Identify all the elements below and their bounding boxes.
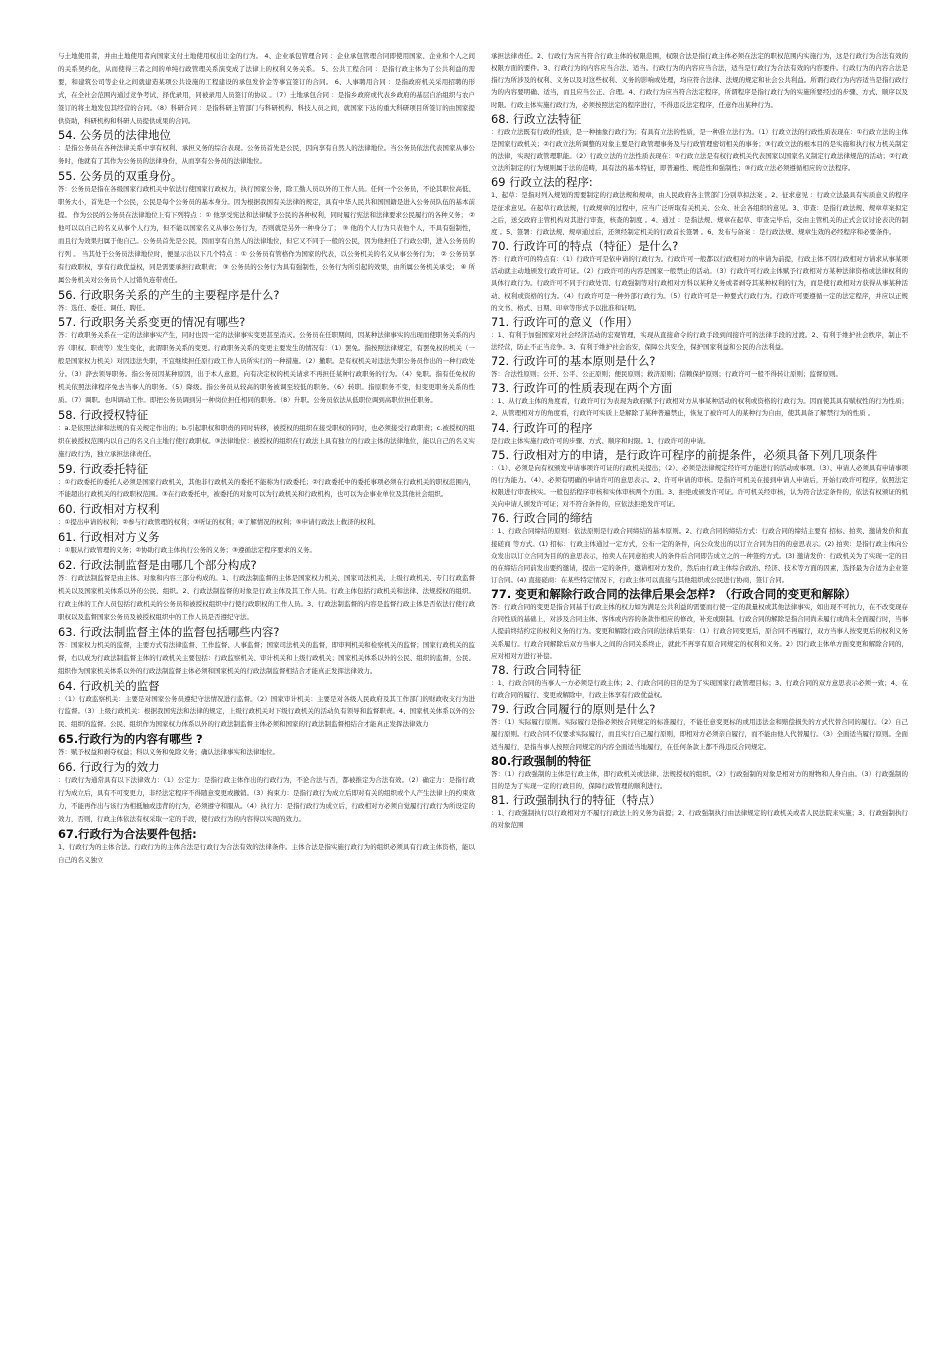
question-heading: 59. 行政委托特征 [58,461,149,476]
question-heading: 71. 行政许可的意义（作用） [491,314,639,329]
answer-text: 与土地使用者，并由土地使用者向国家支付土地使用权出让金的行为。 4、企业承包管理合同 ：企业承包管理合同即使用国家、企业和个人之间的关系契约化，从而使得三者之间的单纯行政管理关系演变成了法律上的权利义务关系。 5、公共工程合同 ：是指行政主体为了公共利益的需要，和建筑公司等企业之间就建造某项公共设施的工程建设的承包发价金等事宜签订的合同。 6、人事聘用合同 ：是指政府机关采用招聘的形式，在全社会范围内通过竞争考试，择优录用，同被录用人员签订的协议 。（7）土地承包合同 ：是指乡政府或代表乡政府的基层自治组织与农户签订的将土地发包其经营的合同。（8）科研合同 ：是指科研主管部门与科研机构、科技人员之间，就国家下达的重大科研项目所签订的由国家提供资助，科研机构和科研人员提供成果的合同。 [58,52,475,125]
question-heading: 61. 行政相对方义务 [58,530,160,545]
question-heading: 65.行政行为的内容有哪些 ? [58,732,203,747]
answer-text: ：1、从行政主体的角度看，行政许可行为表现为政府赋予行政相对方从事某种活动的权利或资格的行政行为。因而使其具有赋权性的行为性质；2、从管理相对方的角度看，行政许可实质上是解除了某种普遍禁止，恢复了被许可人的某种行为自由，使其具备了解禁行为的性质 。 [491,397,908,418]
question-block [58,679,475,732]
answer-text: 承担法律责任。2、行政行为应当符合行政主体的权限范围，权限合法是指行政主体必须在法定的职权范围内实施行为，这是行政行为合法有效的权限方面的要件。3、行政行为的内容应当合法、适当。行政行为的内容应当合法，适当是行政行为合法有效的内容要件。行政行为的内容合法是指行为所涉及的权利、义务以及对这些权利、义务的影响或处理，均应符合法律、法规的规定和社会公共利益。所谓行政行为内容适当是指行政行为的内容要明确、适当，而且应当公正、合理。4、行政行为应当符合法定程序，所谓程序是指行政行为的实施所要经过的步骤、方式、顺序以及时限。行政主体实施行政行为，必须按照法定的程序进行，不得违反法定程序，任意作出某种行为。 [491,52,908,109]
answer-text: 答：公务员是指在各级国家行政机关中依法行使国家行政权力，执行国家公务，除工勤人员以外的工作人员。任何一个公务员，不论其职位高低、职务大小，首先是一个公民，公民是每个公务员的基本身分。因为根据我国有关法律的规定，具有中华人民共和国国籍是进入公务员队伍的基本前提。 作为公民的公务员在法律地位上有下列特点 ：① 他享受宪法和法律赋予公民的各种权利，同时履行宪法和法律要求公民履行的各种义务； ② 他可以以自己的名义从事个人行为，但不能以国家名义从事公务行为，否则就是另外一种身分了； ③ 他的个人行为只表他个人，不具有强制性，而且行为效果归属于他自己。公务员首先是公民，因而享有自然人的法律地位，但它又不同于一般的公民，因为他担任了行政公职，进入公务员的行列 。 当其处于公务员法律地位时，便显示出以下几个特点 ：① 公务员有管格作为国家的代表，以公务机关的名义从事公务行为； ② 公务员享有行政职权，享有行政优益权，同是需要承担行政职责； ③ 公务员的公务行为具有强制性，公务行为所引起的效果，由所属公务机关承受； ④ 所属公务机关对公务员个人过错负连带责任。 [58,185,475,284]
left-column [58,50,475,1322]
question-heading: 67.行政行为合法要件包括: [58,826,197,841]
document-page [58,50,908,1322]
question-block [491,315,908,353]
answer-text: 是行政主体实施行政许可的步骤、方式、顺序和时限。1、行政许可的申请。 [491,436,710,445]
answer-text: 1、行政行为的主体合法。行政行为的主体合法是行政行为合法有效的法律条件。主体合法是指实施行政行为的组织必须具有行政主体资格，能以自己的名义独立 [58,842,475,864]
question-block [58,625,475,678]
question-heading: 56. 行政职务关系的产生的主要程序是什么? [58,287,280,302]
question-block [58,288,475,315]
answer-text: ：①行政委托的委托人必须是国家行政机关，其他非行政机关的委托不能称为行政委托；②行政委托中的委托事项必须在行政机关的职权范围内，不能超出行政机关的行政职权范围。③在行政委托中，被委托的对象可以为行政机关和行政机构，也可以为企事业单位及其他社会组织。 [58,477,475,499]
answer-text: ：1、行政合同的当事人一方必须是行政主体；2、行政合同的目的是为了实现国家行政管理目标；3、行政合同的双方意思表示必须一致；4、在行政合同的履行、变更或解除中，行政主体享有行政优益权。 [491,678,908,700]
question-block [491,587,908,662]
question-heading: 69 行政立法的程序: [491,175,593,190]
answer-text: ：（1）、必须是向有权颁发申请事项许可证的行政机关提出；（2）、必须是法律规定经许可方能进行的活动或事项。（3）、申请人必须具有申请事项的行为能力。（4）、必须有明确的申请许可的意思表示。2、许可申请的审核。是指许可机关在接到申请人申请后，开始行政许可程序，依照法定权限进行审查核实。一般包括程序审核和实体审核两个方面。3、拒绝或颁发许可证。许可机关经审核，认为符合法定条件的，依法有权颁证的机关向申请人颁发许可证；对不符合条件的，应依法拒绝发许可证。 [491,463,908,509]
question-heading: 70. 行政许可的特点（特征）是什么? [491,239,679,254]
question-block [491,381,908,419]
answer-text: ：1、行政强制执行以行政相对方不履行行政法上的义务为前提；2、行政强制执行由法律规定的行政机关或者人民法院来实施；3、行政强制执行的对象范围 [491,809,908,830]
question-block [491,793,908,831]
question-block [58,462,475,502]
question-heading: 68. 行政立法特征 [491,111,582,126]
question-block [491,421,908,447]
question-heading: 79. 行政合同履行的原则是什么? [491,702,656,717]
question-block [491,511,908,586]
question-block [58,408,475,461]
question-block [58,558,475,624]
question-block [58,530,475,557]
answer-text: 答：行政许可的特点有：（1）行政许可是依申请的行政行为。行政许可一般都以行政相对方的申请为前提，行政主体不因行政相对方请求从事某项活动就主动地颁发行政许可证。（2）行政许可的内容是国家一般禁止的活动。（3）行政许可行政主体赋予行政相对方某种法律资格或法律权利的具体行政行为。行政许可不同于行政处罚、行政强制等对行政相对方科以某种义务或者剥夺其某种权利的行为，而是使行政相对方获得从事某种活动、权利或资格的行为。（4）行政许可是一种外部行政行为。（5）行政许可是一种要式行政行为。行政许可要遵循一定的法定程序，并应以正规的文书、格式、日期、印章等形式予以批准和证明。 [491,255,908,312]
answer-text: 答：（1）行政强制的主体是行政主体，即行政机关或法律、法规授权的组织。（2）行政强制的对象是相对方的财物和人身自由。（3）行政强制的目的是为了实现一定的行政目的，保障行政管理的顺利进行。 [491,769,908,790]
question-block [58,732,475,759]
question-heading: 54. 公务员的法律地位 [58,128,171,143]
answer-text: ：①提出申请的权利；②参与行政管理的权利；③听证的权利；④了解情况的权利；⑤申请行政法上救济的权利。 [58,518,380,527]
answer-text: 答：国家权力机关的监督，主要方式有法律监督、工作监督、人事监督；国家司法机关的监督，即审判机关和检察机关的监督；国家行政机关的监督，右以成为行政法制监督主体的行政机关主要包括：行政监察机关、审计机关和上级行政机关；国家机关体系以外的公民、组织的监督，公民、组织作为国家机关体系以外的行政法制监督主体必须和国家机关的行政法制监督相结合才能真正发挥法律效力。 [58,640,475,675]
question-heading: 57. 行政职务关系变更的情况有哪些? [58,315,246,330]
question-block [491,50,908,111]
answer-text: 答：行政合同的变更是指合同基于行政主体的权力如为满足公共利益的需要而行使一定的裁量权或其他法律事实，如出现不可抗力，在不改变现存合同性质的基础上，对涉及合同主体、客体或内容的条款作相应的修改，补充或限制。行政合同的解除是指合同尚未履行或尚未全面履行时，当事人提前终结约定的权利义务的行为。变更和解除行政合同的法律后果有：（1）行政合同变更后，原合同不再履行，双方当事人按变更后的权利义务关系履行。行政合同解除后双方当事人之间的合同关系终止，就此不再享有原合同规定的权利和义务。2）因行政主体单方面变更和解除合同的，应对相对方进行补偿。 [491,603,908,660]
question-heading: 78. 行政合同特征 [491,662,582,677]
question-heading: 73. 行政许可的性质表现在两个方面 [491,381,673,396]
question-block [491,663,908,701]
answer-text: ：行政立法既有行政的性质，是一种抽象行政行为；有具有立法的性质，是一种准立法行为。（1）行政立法的行政性质表现在：①行政立法的主体是国家行政机关；②行政立法所调整的对象主要是行政管理事务及与行政管理密切相关的事务；③行政立法的根本目的是实施和执行权力机关制定的法律，实现行政管理职能。（2）行政立法的立法性质表现在：①行政立法是有权行政机关代表国家以国家名义制定行政法律规范的活动；②行政立法所制定的行为规则属于法的范畴，具有法的基本特征，即普遍性、规范性和强制性；③行政立法必须遵循相应的立法程序。 [491,127,908,173]
question-heading: 55. 公务员的双重身份。 [58,169,183,184]
question-heading: 62. 行政法制监督是由哪几个部分构成? [58,558,257,573]
question-block [491,175,908,238]
question-block [58,760,475,826]
question-block [491,112,908,175]
question-block [491,354,908,380]
answer-text: ：1、行政合同缔结的原则：依法原则是行政合同缔结的基本原则。2、行政合同的缔结方式：行政合同的缔结主要有 招标、拍卖、邀请发价和直接磋商 等方式。(1) 招标：行政主体通过一定方式，公布一定的条件，向公众发出的以订立合同为目的的意思表示。(2) 拍卖：是指行政主体向公众发出以订立合同为目的的意思表示，拍卖人在同意拍卖人的条件后合同即告成立之的一种签约方式。(3) 邀请发价：行政机关为了实现一定的目的在缔结合同前发出要约邀请，提出一定的条件，邀请相对方发价，然后由行政主体综合政治、经济、技术等方面的因素，选择最为合适为企业签订合同。(4) 直接磋商：在某些特定情况下，行政主体可以直接与其他组织或公民进行协商，签订合同。 [491,527,908,584]
question-block [58,128,475,168]
question-block [491,239,908,314]
answer-text: 答：行政法制监督是由主体、对象和内容三部分构成的。1、行政法制监督的主体是国家权力机关、国家司法机关、上级行政机关、专门行政监督机关以及国家机关体系以外的公民、组织。2、行政法制监督的对象是行政主体及其工作人员。行政主体包括行政机关和法律、法规授权的组织。行政主体的工作人员包括行政机关的公务员和被授权组织中行使行政职权的工作人员。3、行政法制监督的内容是监督行政主体是否依法行使行政职权以及监督国家公务员及被授权组织中的工作人员是否遵纪守法。 [58,574,475,621]
question-block [58,502,475,529]
question-block [58,50,475,127]
question-heading: 72. 行政许可的基本原则是什么? [491,354,656,369]
question-heading: 64. 行政机关的监督 [58,678,160,693]
question-heading: 58. 行政授权特征 [58,407,149,422]
answer-text: 1、起草：是指对列入规划的需要制定的行政法规和规章，由人民政府各主管部门分别草拟法案 。2、征求意见 ：行政立法最具有实质意义的程序是征求意见。在起草行政法规，行政规章的过程中，应当广泛听取有关机关、公众、社会各组织的意见。3、审查：是指行政法规、规章草案拟定之后，送交政府主管机构对其进行审查，核查的制度 。4、通过 ：是指法规、规章在起草、审查完毕后，交由主管机关的正式会议讨论表决的制度 。5、签署：行政法规、规章通过后，还须经制定机关的行政首长签署 。6、发布与备案 ：是行政法规、规章生效的必经程序和必要条件。 [491,191,908,236]
question-heading: 74. 行政许可的程序 [491,420,593,435]
question-heading: 60. 行政相对方权利 [58,502,160,517]
question-heading: 76. 行政合同的缔结 [491,511,593,526]
answer-text: 答：（1）实际履行原则。实际履行是指必须按合同规定的标准履行，不能任意变更标的或用违法金和赔偿损失的方式代替合同的履行。（2）自己履行原则。行政合同不仅要求实际履行，而且实行自己履行原则，即相对方必须亲自履行，而不能由他人代替履行。（3）全面适当履行原则。全面适当履行，是指当事人按照合同规定的内容全面适当地履行，在任何条款上都不得违反合同规定。 [491,718,908,751]
answer-text: 答：行政职务关系在一定的法律事实产生，同时也因一定的法律事实变更甚至消灭。公务员在任职期间，因某种法律事实的出现而使职务关系的内容（职权、职责等）发生变化，此谓职务关系的变更。行政职务关系的变更主要发生的情况有：（1）罢免。指按照法律规定，有罢免权的机关（一般是国家权力机关）对因违法失职，不宜继续担任原行政工作人员所实行的一种措施。（2）撤职。是有权机关对违法失职公务员作出的一种行政处分。（3）辞去领导职务。指公务员因某种原因，出于本人意愿，向有决定权的机关请求不再担任某种行政职务的行为。（4）免职。指有任免权的机关依照法律程序免去当事人的职务。（5）降级。指公务员从较高的职务被调至较低的职务。（6）转职。指原职务不变，但变更职务关系的性质。（7）调职。也叫调动工作。即把公务员调到另一种岗位担任相同的职务。（8）升职。公务员依法从低职位调到高职位担任职务。 [58,331,475,404]
question-block [58,169,475,286]
question-block [491,448,908,511]
answer-text: ：（1）行政监察机关：主要是对国家公务员遵纪守法情况进行监督。（2）国家审计机关：主要是对各级人民政府及其工作部门的财政收支行为进行监督。（3）上级行政机关：根据我国宪法和法律的规定，上级行政机关对下级行政机关的活动负有领导和监督职责。4、国家机关体系以外的公民、组织的监督。公民、组织作为国家权力体系以外的行政法制监督主体必须和国家的行政法制监督相结合才能真正发挥法律效力 [58,694,475,729]
answer-text: 答：赋予权益和剥夺权益；科以义务和免除义务；确认法律事实和法律地位。 [58,748,279,757]
question-heading: 75. 行政相对方的申请，是行政许可程序的前提条件，必须具备下列几项条件 [491,447,878,462]
answer-text: 答：选任、委任、调任、聘任。 [58,303,149,312]
answer-text: ：是指公务员在各种法律关系中享有权利、承担义务的综合表现。公务员首先是公民，因向享有自然人的法律地位。当公务员依法代表国家从事公务时，他就有了其作为公务员的法律身份，从而享有公务员的法律地位。 [58,144,475,166]
answer-text: ：行政行为通常具有以下法律效力：（1）公定力：是指行政主体作出的行政行为，不论合法与否，都被推定为合法有效。（2）确定力：是指行政行为成立后，具有不可变更力，非经法定程序不得随意变更或撤销。（3）拘束力：是指行政行为成立后即对有关的组织或个人产生法律上的约束效力，不能再作出与该行为相抵触或违背的行为，必须遵守和服从。（4）执行力：是指行政行为成立后，行政相对方必须自觉履行行政行为所设定的效力，否则，行政主体依法有权采取一定的手段，使行政行为的内容得以实现的效力。 [58,776,475,823]
question-heading: 66. 行政行为的效力 [58,760,160,775]
answer-text: ：1、有利于加强国家对社会经济活动的宏观管理，实现从直接命令的行政手段到间接许可的法律手段的过渡。2、有利于维护社会秩序，制止不法经营，防止不正当竞争。3、有利于维护社会治安，保障公共安全，保护国家利益和公民的合法利益。 [491,330,908,351]
answer-text: 答：合法性原则；公开、公平、公正原则；便民原则；救济原则；信赖保护原则；行政许可一般不得转让原则；监督原则。 [491,370,842,379]
question-heading: 80.行政强制的特征 [491,753,591,768]
answer-text: ：①服从行政管理的义务；②协助行政主体执行公务的义务；③遵循法定程序要求的义务。 [58,546,316,555]
right-column [491,50,908,1322]
question-heading: 77. 变更和解除行政合同的法律后果会怎样? （行政合同的变更和解除） [491,587,857,602]
question-block [58,315,475,406]
answer-text: ：a.是依照法律和法规的有关规定作出的；b.引起职权和职责的同时转移，被授权的组织在接受职权的同时，也必须接受行政职责；c.被授权的组织在被授权范围内以自己的名义自主地行使行政职权。③法律地位：被授权的组织在行政法上具有独立的行政主体的法律地位，能以自己的名义实施行政行为，独立承担法律责任。 [58,423,475,458]
question-heading: 63. 行政法制监督主体的监督包括哪些内容? [58,624,280,639]
question-block [491,702,908,752]
question-heading: 81. 行政强制执行的特征（特点） [491,793,661,808]
question-block [58,827,475,867]
question-block [491,754,908,792]
